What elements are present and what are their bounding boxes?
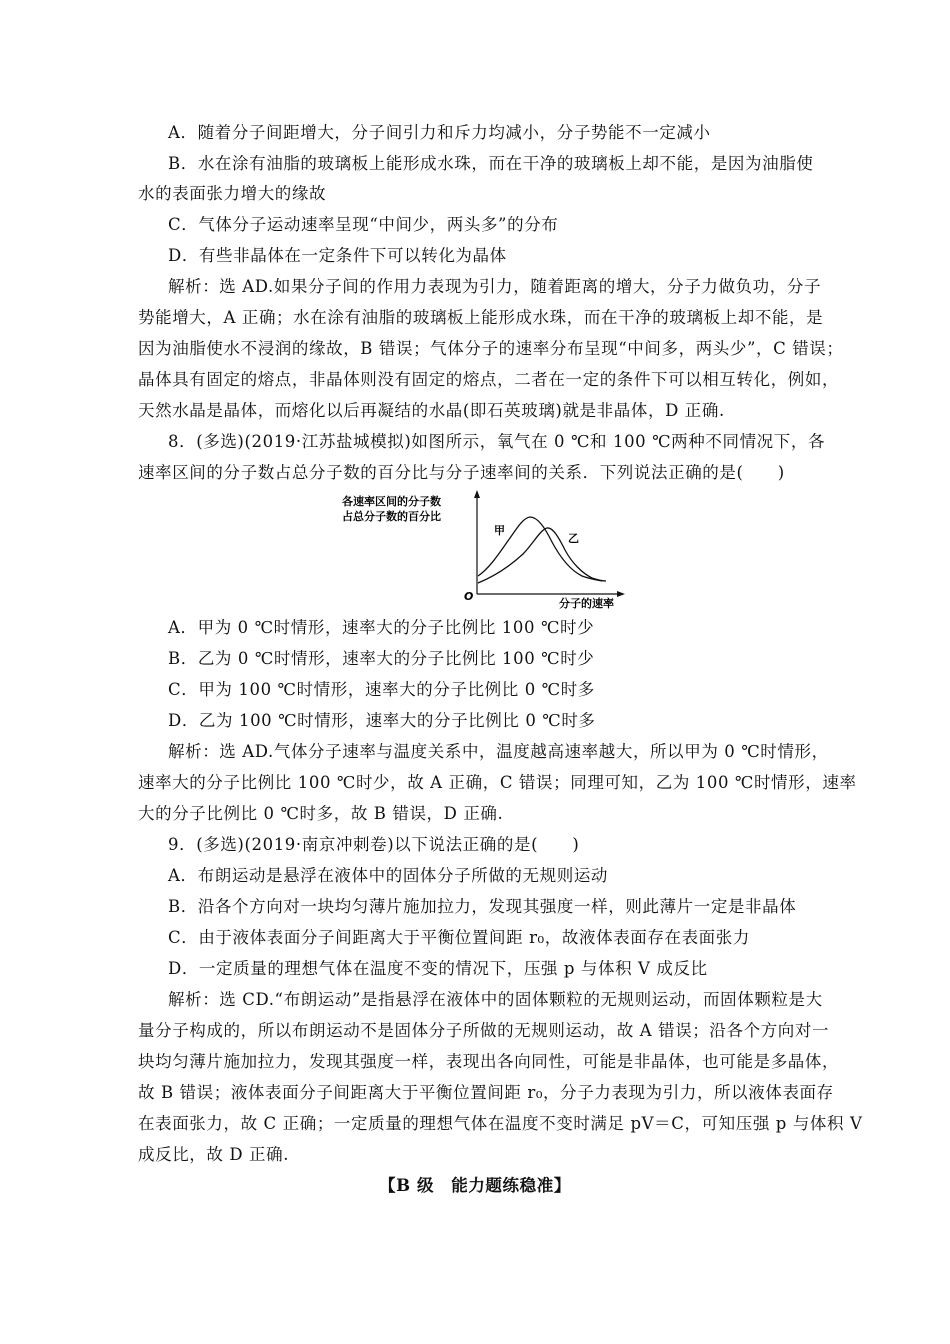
y-axis-arrow	[474, 490, 480, 498]
q7-answer-line4: 晶体具有固定的熔点，非晶体则没有固定的熔点，二者在一定的条件下可以相互转化，例如，	[138, 370, 840, 389]
q9-option-b: B．沿各个方向对一块均匀薄片施加拉力，发现其强度一样，则此薄片一定是非晶体	[168, 897, 797, 916]
curve-yi-label: 乙	[568, 532, 579, 545]
section-heading: 【B 级 能力题练稳准】	[379, 1176, 571, 1195]
q8-stem-line2: 速率区间的分子数占总分子数的百分比与分子速率间的关系．下列说法正确的是( )	[138, 463, 785, 482]
curve-jia-label: 甲	[494, 524, 505, 537]
speed-distribution-figure	[340, 490, 630, 610]
q7-answer-line1: 解析：选 AD.如果分子间的作用力表现为引力，随着距离的增大，分子力做负功，分子	[168, 277, 822, 296]
q8-stem-line1: 8．(多选)(2019·江苏盐城模拟)如图所示，氧气在 0 ℃和 100 ℃两种不同情况下，各	[168, 432, 826, 451]
q7-option-b-line2: 水的表面张力增大的缘故	[138, 184, 327, 203]
q8-answer-line2: 速率大的分子比例比 100 ℃时少，故 A 正确，C 错误；同理可知，乙为 100 ℃时情形，速率	[138, 773, 857, 792]
q9-answer-line2: 量分子构成的，所以布朗运动不是固体分子所做的无规则运动，故 A 错误；沿各个方向对一	[138, 1021, 830, 1040]
q7-option-a: A．随着分子间距增大，分子间引力和斥力均减小，分子势能不一定减小	[168, 123, 711, 142]
figure-ylabel-line1: 各速率区间的分子数	[342, 495, 441, 508]
q8-option-a: A．甲为 0 ℃时情形，速率大的分子比例比 100 ℃时少	[168, 618, 595, 637]
q7-answer-line2: 势能增大，A 正确；水在涂有油脂的玻璃板上能形成水珠，而在干净的玻璃板上却不能，是	[138, 308, 824, 327]
q7-answer-line5: 天然水晶是晶体，而熔化以后再凝结的水晶(即石英玻璃)就是非晶体，D 正确.	[138, 401, 725, 420]
q7-option-c: C．气体分子运动速率呈现“中间少，两头多”的分布	[168, 215, 559, 234]
q7-option-d: D．有些非晶体在一定条件下可以转化为晶体	[168, 246, 507, 265]
q9-option-c: C．由于液体表面分子间距离大于平衡位置间距 r₀，故液体表面存在表面张力	[168, 928, 750, 947]
q9-answer-line4: 故 B 错误；液体表面分子间距离大于平衡位置间距 r₀，分子力表现为引力，所以液体表面存	[138, 1083, 834, 1102]
q9-option-d: D．一定质量的理想气体在温度不变的情况下，压强 p 与体积 V 成反比	[168, 959, 708, 978]
q8-answer-line3: 大的分子比例比 0 ℃时多，故 B 错误，D 正确.	[138, 804, 504, 823]
q9-answer-line5: 在表面张力，故 C 正确；一定质量的理想气体在温度不变时满足 pV＝C，可知压强 p 与体积 V	[138, 1114, 863, 1133]
q9-answer-line3: 块均匀薄片施加拉力，发现其强度一样，表现出各向同性，可能是非晶体，也可能是多晶体，	[138, 1052, 840, 1071]
q7-option-b-line1: B．水在涂有油脂的玻璃板上能形成水珠，而在干净的玻璃板上却不能，是因为油脂使	[168, 154, 814, 173]
figure-xlabel: 分子的速率	[559, 597, 614, 610]
q9-option-a: A．布朗运动是悬浮在液体中的固体分子所做的无规则运动	[168, 866, 609, 885]
x-axis-arrow	[617, 591, 625, 597]
q8-option-b: B．乙为 0 ℃时情形，速率大的分子比例比 100 ℃时少	[168, 649, 595, 668]
origin-label: O	[464, 590, 474, 603]
figure-ylabel-line2: 占总分子数的百分比	[342, 510, 441, 523]
q9-answer-line6: 成反比，故 D 正确.	[138, 1145, 290, 1164]
q8-answer-line1: 解析：选 AD.气体分子速率与温度关系中，温度越高速率越大，所以甲为 0 ℃时情形，	[168, 742, 829, 761]
q8-option-c: C．甲为 100 ℃时情形，速率大的分子比例比 0 ℃时多	[168, 680, 595, 699]
q7-answer-line3: 因为油脂使水不浸润的缘故，B 错误；气体分子的速率分布呈现“中间多，两头少”，C 错误；	[138, 339, 844, 358]
q8-option-d: D．乙为 100 ℃时情形，速率大的分子比例比 0 ℃时多	[168, 711, 596, 730]
q9-stem: 9．(多选)(2019·南京冲刺卷)以下说法正确的是( )	[168, 835, 580, 854]
q9-answer-line1: 解析：选 CD.“布朗运动”是指悬浮在液体中的固体颗粒的无规则运动，而固体颗粒是大	[168, 990, 823, 1009]
